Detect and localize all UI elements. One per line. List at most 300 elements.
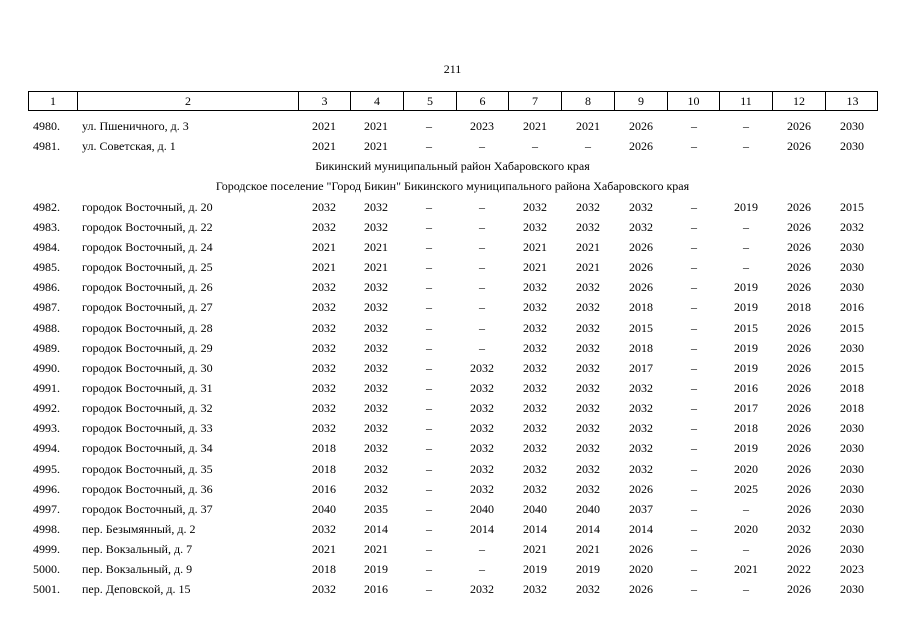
year-cell: 2032 <box>364 360 388 375</box>
table-row <box>0 539 905 559</box>
year-cell: – <box>743 219 749 234</box>
year-cell: 2032 <box>312 280 336 295</box>
year-cell: 2032 <box>364 219 388 234</box>
address-cell: пер. Вокзальный, д. 7 <box>82 542 193 557</box>
year-cell: 2016 <box>734 380 758 395</box>
year-cell: 2032 <box>787 522 811 536</box>
year-cell: – <box>426 380 432 395</box>
year-cell: 2032 <box>576 340 600 355</box>
year-cell: 2040 <box>470 501 494 516</box>
year-cell: 2032 <box>470 441 494 456</box>
year-cell: 2014 <box>470 522 494 536</box>
year-cell: 2030 <box>840 461 864 476</box>
row-number: 4996. <box>33 481 60 496</box>
year-cell: 2021 <box>523 542 547 557</box>
year-cell: – <box>743 260 749 275</box>
table-row <box>0 519 905 539</box>
row-number: 4980. <box>33 119 60 133</box>
address-cell: пер. Деповской, д. 15 <box>82 582 191 597</box>
year-cell: – <box>479 239 485 254</box>
year-cell: – <box>691 401 697 416</box>
year-cell: 2026 <box>787 421 811 436</box>
year-cell: 2032 <box>523 421 547 436</box>
address-cell: городок Восточный, д. 37 <box>82 501 213 516</box>
year-cell: 2032 <box>629 461 653 476</box>
year-cell: 2021 <box>312 139 336 154</box>
year-cell: 2032 <box>364 320 388 335</box>
year-cell: 2026 <box>629 542 653 557</box>
year-cell: – <box>426 199 432 214</box>
year-cell: 2026 <box>787 260 811 275</box>
year-cell: – <box>691 461 697 476</box>
section-title: Городское поселение "Город Бикин" Бикинского муниципального района Хабаровского края <box>215 179 690 194</box>
year-cell: 2032 <box>576 461 600 476</box>
table-row <box>0 338 905 358</box>
row-number: 4990. <box>33 360 60 375</box>
year-cell: – <box>691 542 697 557</box>
row-number: 4989. <box>33 340 60 355</box>
year-cell: – <box>532 139 538 154</box>
row-number: 4981. <box>33 139 60 154</box>
year-cell: 2019 <box>734 300 758 315</box>
year-cell: 2025 <box>734 481 758 496</box>
year-cell: 2032 <box>312 199 336 214</box>
year-cell: – <box>426 562 432 577</box>
year-cell: 2032 <box>629 219 653 234</box>
year-cell: 2026 <box>787 401 811 416</box>
year-cell: 2040 <box>312 501 336 516</box>
year-cell: 2032 <box>364 421 388 436</box>
year-cell: 2026 <box>787 542 811 557</box>
row-number: 4984. <box>33 239 60 254</box>
year-cell: 2032 <box>523 219 547 234</box>
table-row <box>0 398 905 418</box>
year-cell: 2019 <box>523 562 547 577</box>
row-number: 4982. <box>33 199 60 214</box>
year-cell: 2030 <box>840 481 864 496</box>
year-cell: – <box>479 139 485 154</box>
year-cell: 2032 <box>576 280 600 295</box>
table-row <box>0 297 905 317</box>
year-cell: 2021 <box>312 239 336 254</box>
year-cell: – <box>691 260 697 275</box>
year-cell: 2021 <box>576 119 600 133</box>
year-cell: 2032 <box>470 481 494 496</box>
year-cell: 2015 <box>840 199 864 214</box>
year-cell: 2030 <box>840 119 864 133</box>
year-cell: – <box>585 139 591 154</box>
year-cell: 2021 <box>576 542 600 557</box>
year-cell: 2030 <box>840 239 864 254</box>
year-cell: 2019 <box>734 360 758 375</box>
year-cell: – <box>479 542 485 557</box>
year-cell: 2023 <box>470 119 494 133</box>
year-cell: 2030 <box>840 340 864 355</box>
year-cell: – <box>691 219 697 234</box>
year-cell: 2026 <box>787 239 811 254</box>
year-cell: 2030 <box>840 421 864 436</box>
year-cell: 2037 <box>629 501 653 516</box>
year-cell: 2021 <box>364 542 388 557</box>
year-cell: 2018 <box>312 562 336 577</box>
header-cell: 4 <box>351 92 404 110</box>
year-cell: 2032 <box>629 441 653 456</box>
year-cell: 2021 <box>523 260 547 275</box>
year-cell: 2015 <box>840 360 864 375</box>
year-cell: 2032 <box>470 380 494 395</box>
year-cell: 2032 <box>312 401 336 416</box>
year-cell: 2032 <box>364 401 388 416</box>
year-cell: 2026 <box>787 501 811 516</box>
year-cell: 2032 <box>312 380 336 395</box>
table-row <box>0 197 905 217</box>
year-cell: 2032 <box>523 481 547 496</box>
row-number: 4988. <box>33 320 60 335</box>
address-cell: пер. Безымянный, д. 2 <box>82 522 196 536</box>
year-cell: – <box>743 582 749 597</box>
year-cell: – <box>691 501 697 516</box>
year-cell: – <box>479 300 485 315</box>
year-cell: 2019 <box>576 562 600 577</box>
year-cell: 2021 <box>364 260 388 275</box>
table-row <box>0 116 905 136</box>
year-cell: 2032 <box>576 421 600 436</box>
address-cell: ул. Пшеничного, д. 3 <box>82 119 189 133</box>
table-row <box>0 579 905 599</box>
year-cell: 2032 <box>364 380 388 395</box>
year-cell: 2026 <box>787 119 811 133</box>
year-cell: 2032 <box>576 441 600 456</box>
year-cell: – <box>691 441 697 456</box>
year-cell: 2018 <box>734 421 758 436</box>
year-cell: 2014 <box>576 522 600 536</box>
year-cell: 2032 <box>312 421 336 436</box>
year-cell: 2018 <box>629 300 653 315</box>
year-cell: 2026 <box>787 380 811 395</box>
year-cell: – <box>426 260 432 275</box>
address-cell: ул. Советская, д. 1 <box>82 139 176 154</box>
year-cell: 2015 <box>734 320 758 335</box>
year-cell: 2017 <box>734 401 758 416</box>
year-cell: 2019 <box>364 562 388 577</box>
year-cell: 2032 <box>312 522 336 536</box>
year-cell: 2020 <box>734 522 758 536</box>
section-title: Бикинский муниципальный район Хабаровского края <box>315 159 590 174</box>
table-row <box>0 136 905 156</box>
year-cell: – <box>743 542 749 557</box>
address-cell: городок Восточный, д. 27 <box>82 300 213 315</box>
year-cell: – <box>691 522 697 536</box>
year-cell: – <box>691 562 697 577</box>
year-cell: – <box>426 280 432 295</box>
table-row <box>0 378 905 398</box>
year-cell: 2026 <box>787 280 811 295</box>
year-cell: 2021 <box>734 562 758 577</box>
year-cell: 2026 <box>787 219 811 234</box>
year-cell: 2032 <box>312 340 336 355</box>
year-cell: 2032 <box>364 340 388 355</box>
year-cell: 2015 <box>840 320 864 335</box>
page-number: 211 <box>443 62 462 76</box>
year-cell: 2020 <box>734 461 758 476</box>
year-cell: – <box>426 522 432 536</box>
year-cell: 2032 <box>364 199 388 214</box>
year-cell: – <box>479 280 485 295</box>
address-cell: городок Восточный, д. 31 <box>82 380 213 395</box>
year-cell: 2021 <box>364 139 388 154</box>
address-cell: городок Восточный, д. 33 <box>82 421 213 436</box>
year-cell: 2014 <box>364 522 388 536</box>
year-cell: 2026 <box>787 360 811 375</box>
table-row <box>0 479 905 499</box>
year-cell: – <box>691 280 697 295</box>
year-cell: 2032 <box>576 219 600 234</box>
year-cell: 2030 <box>840 542 864 557</box>
year-cell: – <box>426 340 432 355</box>
year-cell: – <box>426 441 432 456</box>
year-cell: 2032 <box>523 340 547 355</box>
year-cell: 2021 <box>576 260 600 275</box>
year-cell: 2030 <box>840 441 864 456</box>
year-cell: 2030 <box>840 139 864 154</box>
year-cell: 2032 <box>523 461 547 476</box>
year-cell: 2032 <box>629 199 653 214</box>
address-cell: городок Восточный, д. 26 <box>82 280 213 295</box>
year-cell: 2032 <box>523 199 547 214</box>
year-cell: 2032 <box>470 360 494 375</box>
year-cell: 2026 <box>629 582 653 597</box>
year-cell: – <box>426 501 432 516</box>
row-number: 4999. <box>33 542 60 557</box>
year-cell: 2032 <box>364 300 388 315</box>
year-cell: 2015 <box>629 320 653 335</box>
year-cell: 2021 <box>523 119 547 133</box>
year-cell: 2026 <box>629 260 653 275</box>
year-cell: 2030 <box>840 522 864 536</box>
year-cell: – <box>743 119 749 133</box>
year-cell: – <box>743 239 749 254</box>
header-cell: 10 <box>668 92 720 110</box>
year-cell: 2021 <box>312 260 336 275</box>
year-cell: 2030 <box>840 280 864 295</box>
address-cell: городок Восточный, д. 32 <box>82 401 213 416</box>
year-cell: – <box>426 119 432 133</box>
year-cell: 2040 <box>576 501 600 516</box>
table-row <box>0 257 905 277</box>
year-cell: 2016 <box>364 582 388 597</box>
year-cell: 2026 <box>629 139 653 154</box>
year-cell: 2026 <box>787 320 811 335</box>
year-cell: 2032 <box>523 582 547 597</box>
year-cell: 2032 <box>364 481 388 496</box>
year-cell: 2032 <box>629 421 653 436</box>
year-cell: 2018 <box>312 461 336 476</box>
year-cell: – <box>426 320 432 335</box>
address-cell: городок Восточный, д. 25 <box>82 260 213 275</box>
year-cell: 2026 <box>787 461 811 476</box>
row-number: 4992. <box>33 401 60 416</box>
address-cell: городок Восточный, д. 34 <box>82 441 213 456</box>
year-cell: 2032 <box>629 401 653 416</box>
address-cell: пер. Вокзальный, д. 9 <box>82 562 193 577</box>
year-cell: – <box>426 421 432 436</box>
table-row <box>0 459 905 479</box>
year-cell: – <box>479 199 485 214</box>
table-header <box>28 91 878 111</box>
row-number: 4986. <box>33 280 60 295</box>
year-cell: 2032 <box>523 300 547 315</box>
year-cell: 2032 <box>312 320 336 335</box>
year-cell: 2032 <box>470 401 494 416</box>
year-cell: 2019 <box>734 441 758 456</box>
year-cell: 2019 <box>734 340 758 355</box>
year-cell: 2032 <box>364 280 388 295</box>
year-cell: – <box>426 300 432 315</box>
row-number: 4987. <box>33 300 60 315</box>
year-cell: – <box>743 139 749 154</box>
year-cell: 2032 <box>312 300 336 315</box>
year-cell: 2032 <box>312 360 336 375</box>
year-cell: 2016 <box>312 481 336 496</box>
year-cell: 2021 <box>312 542 336 557</box>
header-cell: 9 <box>615 92 668 110</box>
header-cell: 5 <box>404 92 457 110</box>
table-row <box>0 237 905 257</box>
row-number: 4995. <box>33 461 60 476</box>
table-row <box>0 318 905 338</box>
header-cell: 6 <box>457 92 509 110</box>
year-cell: – <box>426 360 432 375</box>
header-cell: 12 <box>773 92 826 110</box>
header-cell: 2 <box>78 92 299 110</box>
header-cell: 7 <box>509 92 562 110</box>
year-cell: – <box>691 300 697 315</box>
year-cell: – <box>691 199 697 214</box>
year-cell: 2032 <box>312 219 336 234</box>
year-cell: 2018 <box>787 300 811 315</box>
address-cell: городок Восточный, д. 36 <box>82 481 213 496</box>
table-row <box>0 217 905 237</box>
year-cell: 2032 <box>470 461 494 476</box>
year-cell: – <box>479 260 485 275</box>
header-cell: 1 <box>29 92 78 110</box>
row-number: 4998. <box>33 522 60 536</box>
year-cell: 2026 <box>629 119 653 133</box>
year-cell: – <box>691 380 697 395</box>
year-cell: – <box>426 542 432 557</box>
year-cell: 2032 <box>523 380 547 395</box>
year-cell: 2030 <box>840 582 864 597</box>
year-cell: 2022 <box>787 562 811 577</box>
year-cell: 2014 <box>629 522 653 536</box>
year-cell: 2030 <box>840 501 864 516</box>
year-cell: 2035 <box>364 501 388 516</box>
year-cell: 2026 <box>787 340 811 355</box>
row-number: 4994. <box>33 441 60 456</box>
year-cell: 2026 <box>629 481 653 496</box>
year-cell: – <box>426 461 432 476</box>
year-cell: 2016 <box>840 300 864 315</box>
year-cell: 2021 <box>364 119 388 133</box>
year-cell: 2017 <box>629 360 653 375</box>
year-cell: 2032 <box>364 441 388 456</box>
year-cell: – <box>426 582 432 597</box>
year-cell: – <box>426 481 432 496</box>
year-cell: 2032 <box>576 320 600 335</box>
year-cell: – <box>479 219 485 234</box>
year-cell: 2018 <box>840 401 864 416</box>
year-cell: – <box>691 119 697 133</box>
header-cell: 8 <box>562 92 615 110</box>
year-cell: 2019 <box>734 280 758 295</box>
year-cell: 2026 <box>629 280 653 295</box>
year-cell: – <box>743 501 749 516</box>
year-cell: 2032 <box>523 320 547 335</box>
row-number: 5001. <box>33 582 60 597</box>
year-cell: 2032 <box>840 219 864 234</box>
year-cell: 2032 <box>470 582 494 597</box>
year-cell: 2032 <box>470 421 494 436</box>
year-cell: 2021 <box>312 119 336 133</box>
address-cell: городок Восточный, д. 35 <box>82 461 213 476</box>
address-cell: городок Восточный, д. 20 <box>82 199 213 214</box>
table-row <box>0 499 905 519</box>
table-row <box>0 559 905 579</box>
year-cell: 2032 <box>576 401 600 416</box>
row-number: 5000. <box>33 562 60 577</box>
year-cell: 2014 <box>523 522 547 536</box>
year-cell: – <box>691 481 697 496</box>
row-number: 4997. <box>33 501 60 516</box>
table-row <box>0 277 905 297</box>
address-cell: городок Восточный, д. 30 <box>82 360 213 375</box>
year-cell: – <box>426 139 432 154</box>
year-cell: 2020 <box>629 562 653 577</box>
year-cell: – <box>691 239 697 254</box>
year-cell: 2026 <box>629 239 653 254</box>
year-cell: 2032 <box>576 360 600 375</box>
year-cell: 2026 <box>787 139 811 154</box>
row-number: 4985. <box>33 260 60 275</box>
year-cell: 2018 <box>312 441 336 456</box>
year-cell: 2032 <box>576 481 600 496</box>
year-cell: 2032 <box>576 582 600 597</box>
row-number: 4983. <box>33 219 60 234</box>
address-cell: городок Восточный, д. 28 <box>82 320 213 335</box>
year-cell: 2026 <box>787 441 811 456</box>
year-cell: 2032 <box>629 380 653 395</box>
year-cell: 2032 <box>523 360 547 375</box>
year-cell: 2021 <box>523 239 547 254</box>
header-cell: 13 <box>846 94 859 108</box>
year-cell: 2019 <box>734 199 758 214</box>
year-cell: 2032 <box>364 461 388 476</box>
year-cell: – <box>691 340 697 355</box>
year-cell: 2023 <box>840 562 864 577</box>
year-cell: 2032 <box>576 300 600 315</box>
year-cell: 2040 <box>523 501 547 516</box>
year-cell: 2032 <box>576 199 600 214</box>
year-cell: – <box>691 360 697 375</box>
year-cell: – <box>691 582 697 597</box>
year-cell: 2026 <box>787 481 811 496</box>
address-cell: городок Восточный, д. 29 <box>82 340 213 355</box>
year-cell: – <box>426 219 432 234</box>
year-cell: – <box>479 320 485 335</box>
year-cell: 2032 <box>576 380 600 395</box>
address-cell: городок Восточный, д. 22 <box>82 219 213 234</box>
year-cell: 2021 <box>576 239 600 254</box>
